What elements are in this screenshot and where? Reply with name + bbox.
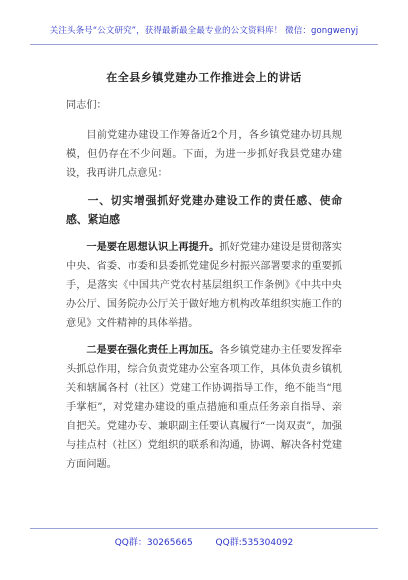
paragraph-one xyxy=(66,238,342,333)
section-heading: 一、切实增强抓好党建办建设工作的责任感、使命感、紧迫感 xyxy=(66,194,342,226)
footer-qq-group-2: QQ群:535304092 xyxy=(215,538,294,548)
paragraph-two xyxy=(66,341,342,474)
paragraph-two-text: 各乡镇党建办主任要发挥牵头抓总作用，综合负责党建办公室各项工作，具体负责乡镇机关和辖属各村（社区）党建工作协调指导工作，绝不能当“甩手掌柜”，对党建办建设的重点措施和重点任务亲自指导、亲自把关。党建办专、兼职副主任要认真履行“一岗双责”，加强与挂点村（社区）党组织的联系和沟通，协调、解决各村党建方面问题。 xyxy=(66,345,342,470)
header-divider xyxy=(30,44,378,45)
paragraph-one-lead: 一是要在思想认识上再提升。 xyxy=(86,241,220,253)
footer-divider xyxy=(30,528,378,529)
header-notice: 关注头条号“公文研究”，获得最新最全最专业的公文资料库！ 微信：gongwenyj xyxy=(49,26,359,36)
document-title: 在全县乡镇党建办工作推进会上的讲话 xyxy=(106,71,302,84)
footer-contacts xyxy=(0,535,408,548)
intro-paragraph: 目前党建办建设工作筹备近2个月，各乡镇党建办切具规模，但仍存在不少问题。下面，为进一步抓好我县党建办建设，我再讲几点意见： xyxy=(66,130,342,179)
paragraph-two-lead: 二是要在强化责任上再加压。 xyxy=(86,344,220,356)
paragraph-one-text: 抓好党建办建设是贯彻落实中央、省委、市委和县委抓党建促乡村振兴部署要求的重要抓手，是落实《中国共产党农村基层组织工作条例》《中共中央办公厅、国务院办公厅关于做好地方机构改革组织实施工作的意见》文件精神的具体举措。 xyxy=(66,242,342,329)
footer-qq-group-1: QQ群：30265665 xyxy=(114,538,193,548)
document-body xyxy=(66,96,342,480)
salutation: 同志们： xyxy=(66,100,107,111)
